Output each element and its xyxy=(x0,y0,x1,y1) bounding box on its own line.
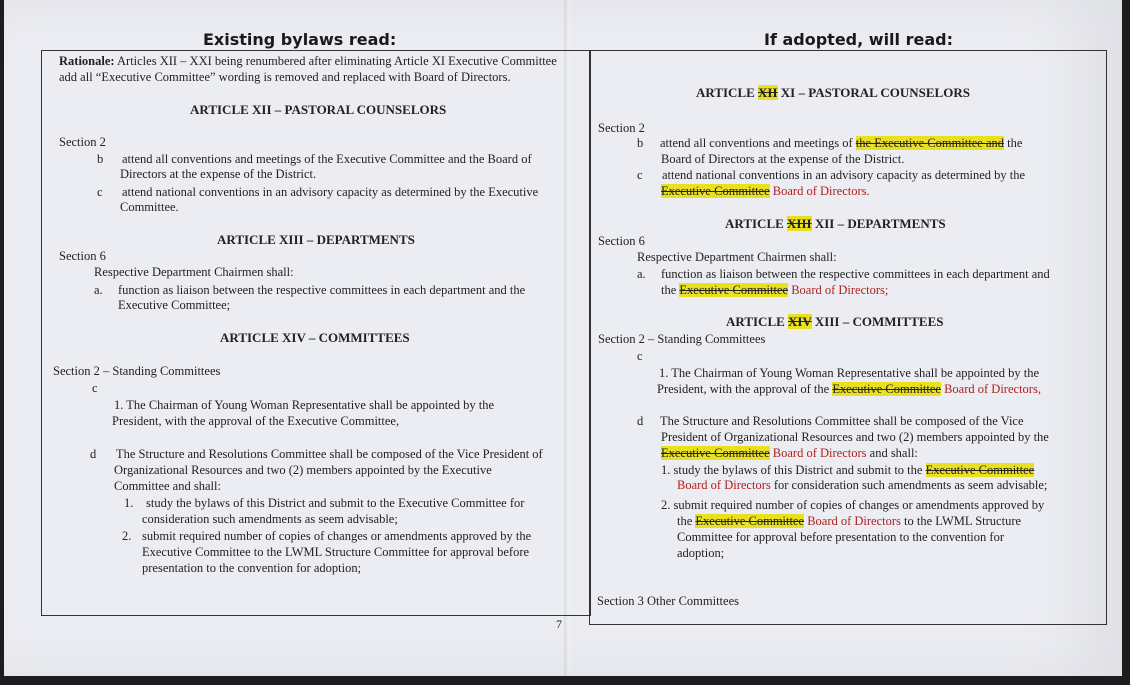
page-number: 7 xyxy=(556,617,562,631)
left-item-d2-line-3: presentation to the convention for adoption; xyxy=(142,561,362,575)
right-item-d-line-2: President of Organizational Resources and two (2) members appointed by the xyxy=(661,430,1049,444)
left-item-d2-number: 2. xyxy=(122,529,132,543)
left-chairmen-text: Respective Department Chairmen shall: xyxy=(94,265,294,279)
right-item-c-line-2 xyxy=(661,183,870,199)
left-section-6-label: Section 6 xyxy=(59,249,106,263)
left-item-1-line-2: President, with the approval of the Executive Committee, xyxy=(112,414,400,428)
left-item-b-line-2: Directors at the expense of the District. xyxy=(120,167,317,181)
right-item-d1-line-2: Board of Directors for consideration such amendments as seem advisable; xyxy=(677,478,1048,492)
inserted-text: Board of Directors. xyxy=(772,184,870,198)
left-item-d2-line-1: submit required number of copies of changes or amendments approved by the xyxy=(142,529,532,543)
left-item-d-letter: d xyxy=(90,447,97,461)
right-item-a-letter: a. xyxy=(637,267,646,281)
left-item-d1-line-2: consideration such amendments as seem advisable; xyxy=(142,512,398,526)
left-item-d-line-2: Organizational Resources and two (2) members appointed by the Executive xyxy=(114,463,492,477)
left-article-xiii-title: ARTICLE XIII – DEPARTMENTS xyxy=(217,232,415,247)
left-item-a-line-2: Executive Committee; xyxy=(118,298,231,312)
left-item-d1-number: 1. xyxy=(124,496,134,510)
left-item-d-line-1: The Structure and Resolutions Committee shall be composed of the Vice President of xyxy=(116,447,543,461)
right-item-a-line-2: the Executive Committee Board of Directors; xyxy=(661,283,889,297)
deleted-text: Executive Committee xyxy=(661,446,770,460)
left-section-2-label: Section 2 xyxy=(59,135,106,149)
deleted-text: Executive Committee xyxy=(679,283,789,297)
right-article-xiii-title: ARTICLE XIV XIII – COMMITTEES xyxy=(726,314,944,329)
left-item-c-line-2: Committee. xyxy=(120,200,179,214)
inserted-text: Board of Directors xyxy=(772,446,867,460)
left-article-xiv-title: ARTICLE XIV – COMMITTEES xyxy=(220,330,410,345)
left-item-b-letter: b xyxy=(97,152,104,166)
inserted-text: Board of Directors; xyxy=(791,283,889,297)
right-heading: If adopted, will read: xyxy=(764,30,953,49)
left-item-b-line-1: attend all conventions and meetings of the Executive Committee and the Board of xyxy=(122,152,532,166)
deleted-text: Executive Committee xyxy=(832,382,941,396)
right-item-c2-letter: c xyxy=(637,349,643,363)
right-article-xii-title: ARTICLE XIII XII – DEPARTMENTS xyxy=(725,216,946,231)
right-section-2-label: Section 2 xyxy=(598,121,645,135)
inserted-text: Board of Directors xyxy=(677,478,771,492)
left-standing-committees-label: Section 2 – Standing Committees xyxy=(53,364,221,378)
right-item-d2-line-1: 2. submit required number of copies of changes or amendments approved by xyxy=(661,498,1045,512)
right-item-d-line-3: Executive Committee Board of Directors and shall: xyxy=(661,446,918,460)
left-item-a-letter: a. xyxy=(94,283,103,297)
right-item-b-line-2: Board of Directors at the expense of the District. xyxy=(661,152,905,166)
deleted-text: XIV xyxy=(788,314,812,329)
right-item-c-letter: c xyxy=(637,168,643,182)
left-item-1-line-1: 1. The Chairman of Young Woman Representative shall be appointed by the xyxy=(114,398,495,412)
left-item-c-line-1: attend national conventions in an advisory capacity as determined by the Executive xyxy=(122,185,539,199)
deleted-text: XIII xyxy=(787,216,812,231)
inserted-text: Board of Directors xyxy=(807,514,901,528)
rationale-line-2: add all “Executive Committee” wording is removed and replaced with Board of Directors. xyxy=(59,70,511,84)
inserted-text: Board of Directors, xyxy=(944,382,1041,396)
right-item-c-line-1: attend national conventions in an advisory capacity as determined by the xyxy=(662,168,1026,182)
left-article-xii-title: ARTICLE XII – PASTORAL COUNSELORS xyxy=(190,102,447,117)
left-item-d1-line-1: study the bylaws of this District and submit to the Executive Committee for xyxy=(146,496,525,510)
right-item-1-line-2: President, with the approval of the Executive Committee Board of Directors, xyxy=(657,382,1041,396)
left-item-a-line-1: function as liaison between the respective committees in each department and the xyxy=(118,283,526,297)
right-item-d1-line-1: 1. study the bylaws of this District and submit to the Executive Committee xyxy=(661,463,1035,477)
right-item-d2-line-3: Committee for approval before presentation to the convention for xyxy=(677,530,1004,544)
right-section-6-label: Section 6 xyxy=(598,234,645,248)
right-item-b-letter: b xyxy=(637,136,644,150)
right-chairmen-text: Respective Department Chairmen shall: xyxy=(637,250,837,264)
right-item-1-line-1: 1. The Chairman of Young Woman Representative shall be appointed by the xyxy=(659,366,1040,380)
right-item-d2-line-4: adoption; xyxy=(677,546,725,560)
right-item-d-line-1: The Structure and Resolutions Committee shall be composed of the Vice xyxy=(660,414,1024,428)
right-item-d-letter: d xyxy=(637,414,644,428)
left-item-c-letter: c xyxy=(97,185,103,199)
right-item-b-line-1: attend all conventions and meetings of the Executive Committee and the xyxy=(660,136,1023,150)
deleted-text: Executive Committee xyxy=(661,184,770,198)
right-item-a-line-1: function as liaison between the respective committees in each department and xyxy=(661,267,1050,281)
right-item-d2-line-2: the Executive Committee Board of Directors to the LWML Structure xyxy=(677,514,1022,528)
deleted-text: Executive Committee xyxy=(925,463,1035,477)
rationale-line-1: Rationale: Articles XII – XXI being renumbered after eliminating Article XI Executive Committee xyxy=(59,54,557,68)
left-item-c2-letter: c xyxy=(92,381,98,395)
right-section-3-label: Section 3 Other Committees xyxy=(597,594,739,608)
right-standing-committees-label: Section 2 – Standing Committees xyxy=(598,332,766,346)
right-article-xi-title: ARTICLE XII XI – PASTORAL COUNSELORS xyxy=(696,85,970,100)
deleted-text: Executive Committee xyxy=(695,514,805,528)
left-heading: Existing bylaws read: xyxy=(203,30,397,49)
left-item-d-line-3: Committee and shall: xyxy=(114,479,221,493)
deleted-text: XII xyxy=(758,85,778,100)
deleted-text: the Executive Committee and xyxy=(855,136,1005,150)
left-item-d2-line-2: Executive Committee to the LWML Structure Committee for approval before xyxy=(142,545,530,559)
document-sheet xyxy=(4,0,1122,676)
